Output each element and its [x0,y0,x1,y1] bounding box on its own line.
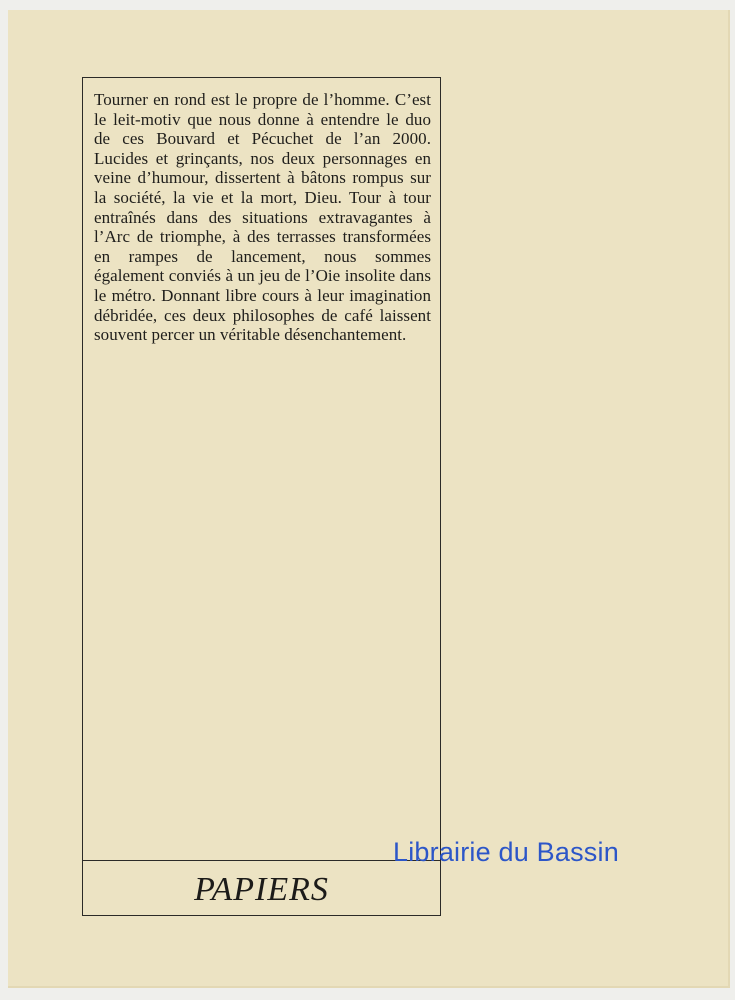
bookseller-watermark: Librairie du Bassin [393,837,619,867]
publisher-name: PAPIERS [194,871,329,908]
text-frame [82,77,441,916]
blurb-text: Tourner en rond est le propre de l’homme. C’est le leit-motiv que nous donne à entendre le duo de ces Bouvard et Pécuchet de l’an 2000. Lucides et grinçants, nos deux personnages en veine d’humour, dissertent à bâtons rompus sur la société, la vie et la mort, Dieu. Tour à tour entraînés dans des situations extravagantes à l’Arc de triomphe, à des terrasses transformées en rampes de lancement, nous sommes également conviés à un jeu de l’Oie insolite dans le métro. Donnant libre cours à leur imagination débridée, ces deux philosophes de café laissent souvent percer un véritable désenchantement. [94,90,431,345]
book-back-cover [8,10,730,988]
frame-divider [83,860,440,861]
